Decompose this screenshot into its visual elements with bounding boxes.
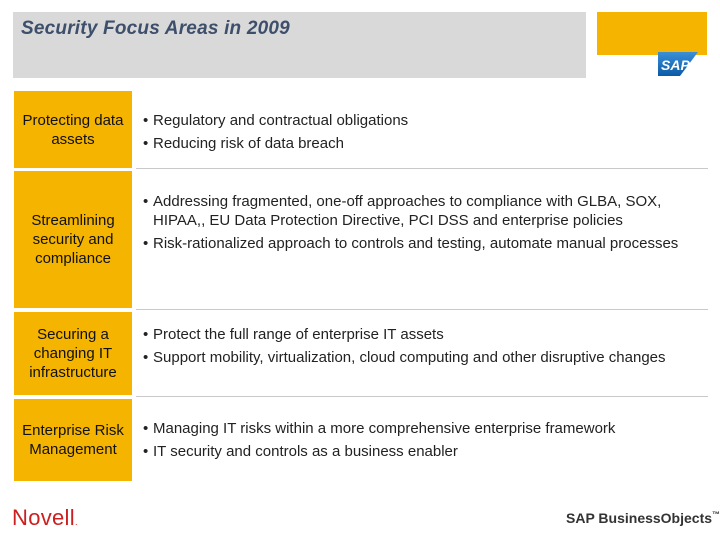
row-divider	[136, 309, 708, 310]
bullet-item: • Protect the full range of enterprise IT assets	[143, 325, 703, 344]
accent-corner-bar	[597, 12, 707, 55]
bullet-item: • Addressing fragmented, one-off approaches to compliance with GLBA, SOX, HIPAA,, EU Data Protection Directive, PCI DSS and enterprise policies	[143, 192, 703, 230]
sap-logo-text: SAP	[661, 57, 690, 73]
bullet-item: • Reducing risk of data breach	[143, 134, 703, 153]
sapbo-logo-tm: ™	[712, 510, 720, 519]
slide-title: Security Focus Areas in 2009	[21, 18, 290, 39]
bullet-item: • IT security and controls as a business enabler	[143, 442, 703, 461]
row-label-enterprise-risk: Enterprise Risk Management	[14, 399, 132, 481]
sapbo-logo-suffix: Objects	[660, 510, 713, 526]
row-body-streamlining-security	[143, 192, 703, 253]
row-label-protecting-data-assets: Protecting data assets	[14, 91, 132, 168]
row-body-protecting-data-assets	[143, 111, 703, 153]
row-body-enterprise-risk	[143, 419, 703, 461]
bullet-item: • Managing IT risks within a more comprehensive enterprise framework	[143, 419, 703, 438]
sap-logo	[658, 52, 698, 80]
bullet-item: • Regulatory and contractual obligations	[143, 111, 703, 130]
title-bar	[13, 12, 586, 78]
novell-logo-text: Novell	[12, 505, 75, 530]
row-label-securing-infrastructure: Securing a changing IT infrastructure	[14, 312, 132, 395]
bullet-item: • Support mobility, virtualization, cloud computing and other disruptive changes	[143, 348, 703, 367]
novell-logo-mark: .	[74, 517, 78, 527]
sap-businessobjects-logo	[566, 510, 720, 526]
row-label-streamlining-security: Streamlining security and compliance	[14, 171, 132, 308]
row-divider	[136, 396, 708, 397]
row-body-securing-infrastructure	[143, 325, 703, 367]
novell-logo	[12, 505, 78, 531]
row-divider	[136, 168, 708, 169]
bullet-item: • Risk-rationalized approach to controls and testing, automate manual processes	[143, 234, 703, 253]
sapbo-logo-prefix: SAP Business	[566, 510, 661, 526]
